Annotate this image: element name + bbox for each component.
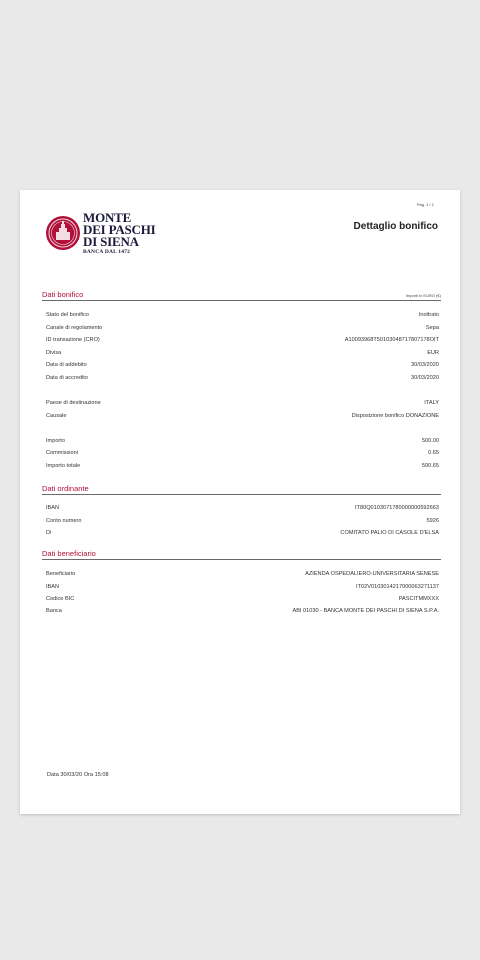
section-title: Dati ordinante <box>42 484 89 493</box>
table-row <box>46 516 439 526</box>
row-value: 30/03/2020 <box>411 375 439 381</box>
table-row <box>46 436 439 446</box>
table-row <box>46 503 439 513</box>
row-label: Data di addebito <box>46 362 87 368</box>
row-value: Disposizione bonifico DONAZIONE <box>351 413 439 419</box>
row-label: Codice BIC <box>46 596 75 602</box>
row-label: Data di accredito <box>46 375 88 381</box>
section-dati-beneficiario <box>42 547 441 560</box>
section-title: Dati beneficiario <box>42 549 96 558</box>
section-dati-bonifico <box>42 288 441 301</box>
table-row <box>46 528 439 538</box>
row-value: IT02V0103014217000063271137 <box>356 584 439 590</box>
row-label: Importo <box>46 438 65 444</box>
table-row <box>46 323 439 333</box>
table-row <box>46 335 439 345</box>
row-value: 30/03/2020 <box>411 362 439 368</box>
row-label: Paese di destinazione <box>46 400 101 406</box>
document-title: Dettaglio bonifico <box>353 221 438 232</box>
logo-wordmark: MONTE DEI PASCHI DI SIENA BANCA DAL 1472 <box>83 210 156 255</box>
table-row <box>46 373 439 383</box>
row-label: Commissioni <box>46 450 79 456</box>
row-label: Di <box>46 530 52 536</box>
row-label: Conto numero <box>46 518 82 524</box>
row-value: PASCITMMXXX <box>398 596 439 602</box>
table-row <box>46 594 439 604</box>
section-dati-ordinante <box>42 482 441 495</box>
section-title: Dati bonifico <box>42 290 84 299</box>
row-value: EUR <box>427 350 439 356</box>
row-value: COMITATO PALIO DI CASOLE D'ELSA <box>340 530 439 536</box>
table-row <box>46 411 439 421</box>
row-label: IBAN <box>46 505 60 511</box>
row-value: Inoltrato <box>418 312 439 318</box>
row-value: 500.65 <box>421 463 439 469</box>
table-row <box>46 398 439 408</box>
row-label: Stato del bonifico <box>46 312 89 318</box>
row-value: ITALY <box>424 400 439 406</box>
document-page <box>20 190 460 814</box>
row-value: 0.65 <box>428 450 439 456</box>
bank-seal-icon <box>45 210 83 256</box>
table-row <box>46 348 439 358</box>
row-label: Divisa <box>46 350 62 356</box>
currency-note: Importi in EURO (€) <box>405 293 441 298</box>
row-value: 500.00 <box>421 438 439 444</box>
table-row <box>46 448 439 458</box>
table-row <box>46 461 439 471</box>
table-row <box>46 360 439 370</box>
row-value: Sepa <box>425 325 439 331</box>
table-row <box>46 569 439 579</box>
table-row <box>46 582 439 592</box>
row-value: A10093968T50103048717807178OIT <box>344 337 439 343</box>
row-label: Canale di regolamento <box>46 325 103 331</box>
row-label: Banca <box>46 608 62 614</box>
row-label: Importo totale <box>46 463 81 469</box>
table-row <box>46 310 439 320</box>
row-label: ID transazione (CRO) <box>46 337 100 343</box>
table-row <box>46 606 439 616</box>
timestamp-footer: Data 30/03/20 Ora 15:08 <box>47 772 109 778</box>
row-label: Beneficiario <box>46 571 76 577</box>
row-value: ABI 01030 - BANCA MONTE DEI PASCHI DI SIENA S.P.A. <box>292 608 439 614</box>
row-value: 5926 <box>426 518 439 524</box>
page-number: Pag. 1 / 1 <box>416 202 434 207</box>
bank-logo <box>45 210 165 256</box>
row-value: AZIENDA OSPEDALIERO-UNIVERSITARIA SENESE <box>305 571 439 577</box>
row-label: Causale <box>46 413 67 419</box>
row-label: IBAN <box>46 584 60 590</box>
row-value: IT80Q0103071780000000592663 <box>355 505 439 511</box>
